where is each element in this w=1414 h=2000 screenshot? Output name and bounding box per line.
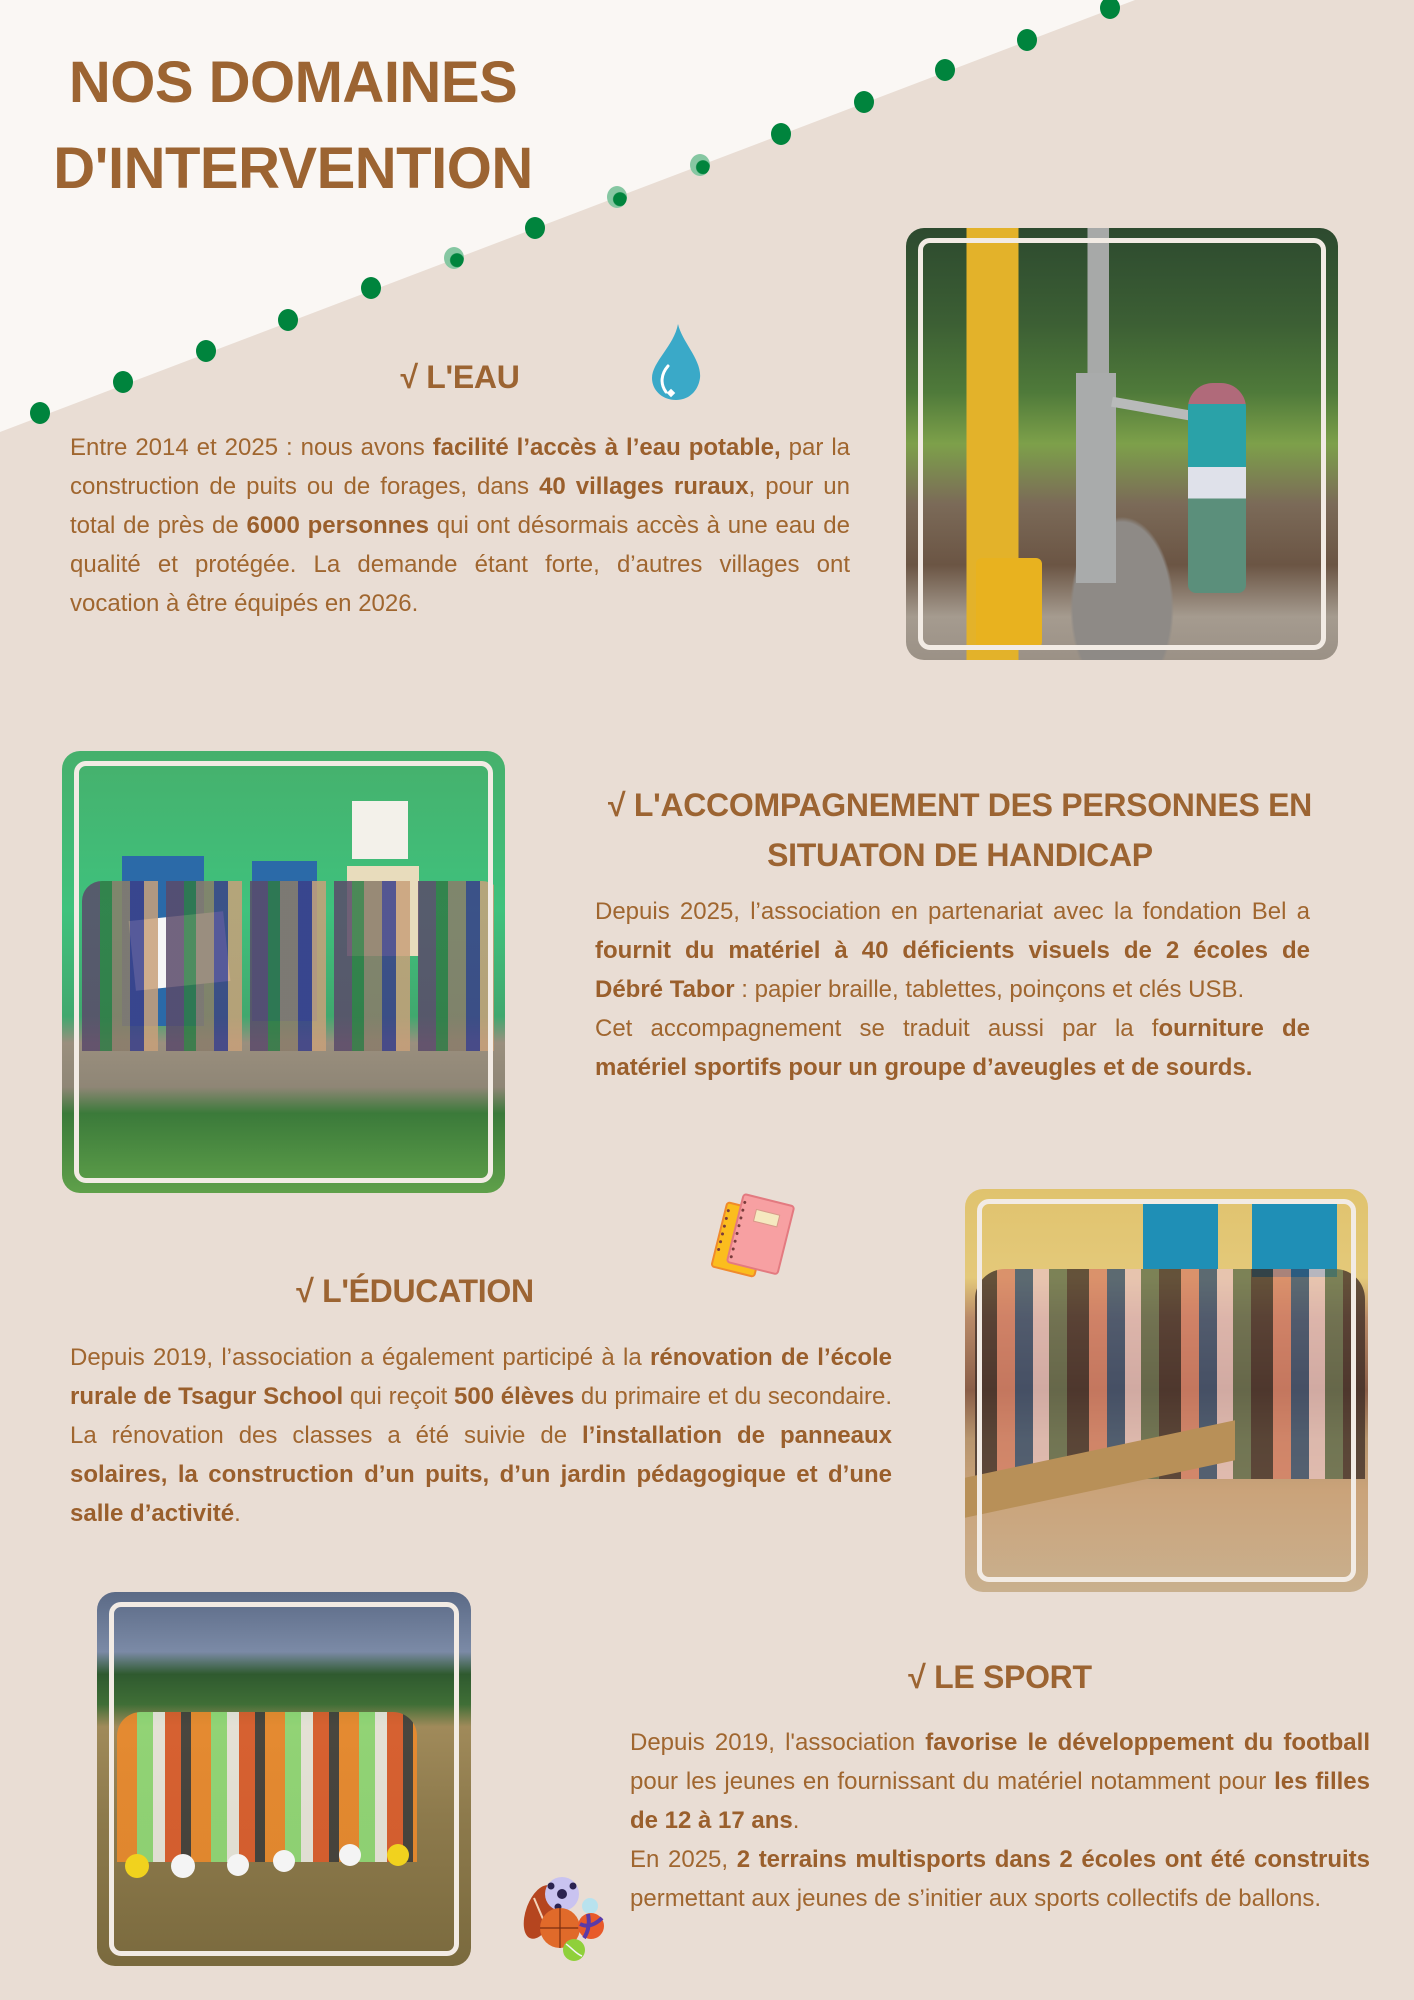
bold-text: les filles de 12 à 17 ans xyxy=(630,1768,1370,1834)
text-run: Cet accompagnement se traduit aussi par la f xyxy=(595,1015,1159,1042)
page-title-line2: D'INTERVENTION xyxy=(53,136,533,201)
photo-frame xyxy=(918,238,1326,650)
section-heading-disability xyxy=(560,780,1360,880)
green-dot xyxy=(30,402,50,424)
text-run: , pour un total de près de xyxy=(70,473,850,539)
green-dot xyxy=(444,247,464,269)
photo-water-pump xyxy=(906,228,1338,660)
sports-balls-icon xyxy=(518,1868,614,1964)
page-title xyxy=(0,40,586,212)
bold-text: 6000 personnes xyxy=(246,512,430,539)
photo-visually-impaired-students xyxy=(62,751,505,1193)
text-run: En 2025, xyxy=(630,1846,737,1873)
text-run: pour les jeunes en fournissant du matériel notamment pour xyxy=(630,1768,1275,1795)
green-dot xyxy=(771,123,791,145)
text-run: Depuis 2025, l’association en partenariat avec la fondation Bel a xyxy=(595,898,1310,925)
photo-football-girls xyxy=(97,1592,471,1966)
bold-text: 500 élèves xyxy=(454,1383,575,1410)
text-run: Entre 2014 et 2025 : nous avons xyxy=(70,434,433,461)
text-run: permettant aux jeunes de s’initier aux sports collectifs de ballons. xyxy=(630,1885,1322,1912)
green-dot xyxy=(113,371,133,393)
text-run: qui reçoit xyxy=(343,1383,455,1410)
green-dot xyxy=(607,186,627,208)
section-heading-sport: √ LE SPORT xyxy=(908,1659,1092,1695)
bold-text: rénovation de l’école rurale de Tsagur School xyxy=(70,1344,892,1410)
bold-text: 2 terrains multisports dans 2 écoles ont été construits xyxy=(736,1846,1370,1873)
section-body-education xyxy=(70,1338,892,1533)
green-dot xyxy=(361,277,381,299)
green-dot xyxy=(1017,29,1037,51)
green-dot xyxy=(1100,0,1120,19)
green-dot xyxy=(525,217,545,239)
section-heading-water: √ L'EAU xyxy=(400,359,520,395)
notebook-icon xyxy=(705,1190,805,1290)
section-body-water xyxy=(70,428,850,623)
section-body-sport xyxy=(630,1723,1370,1918)
heading-line1: √ L'ACCOMPAGNEMENT DES PERSONNES EN xyxy=(608,787,1312,823)
text-run: du primaire et du secondaire. La rénovation des classes a été suivie de xyxy=(70,1383,892,1449)
bold-text: favorise le développement du football xyxy=(925,1729,1370,1756)
text-run: qui ont désormais accès à une eau de qualité et protégée. La demande étant forte, d’autres villages ont vocation à être équipés en 2026. xyxy=(70,512,851,617)
text-run: Depuis 2019, l'association xyxy=(630,1729,926,1756)
green-dot xyxy=(935,59,955,81)
photo-frame xyxy=(977,1199,1356,1582)
photo-classroom xyxy=(965,1189,1368,1592)
text-run: . xyxy=(792,1807,800,1834)
text-run: : papier braille, tablettes, poinçons et clés USB. xyxy=(734,976,1245,1003)
bold-text: ourniture de matériel sportifs pour un groupe d’aveugles et de sourds. xyxy=(595,1015,1310,1081)
bold-text: facilité l’accès à l’eau potable, xyxy=(432,434,781,461)
green-dot xyxy=(196,340,216,362)
green-dot xyxy=(278,309,298,331)
green-dot xyxy=(854,91,874,113)
heading-line2: SITUATON DE HANDICAP xyxy=(767,837,1153,873)
water-drop-icon xyxy=(648,322,704,402)
bold-text: 40 villages ruraux xyxy=(539,473,749,500)
text-run: par la construction de puits ou de forages, dans xyxy=(70,434,851,500)
green-dot xyxy=(690,154,710,176)
text-run: . xyxy=(234,1500,241,1527)
section-body-disability xyxy=(595,892,1310,1087)
section-heading-education: √ L'ÉDUCATION xyxy=(296,1273,534,1309)
text-run: Depuis 2019, l’association a également participé à la xyxy=(70,1344,651,1371)
bold-text: l’installation de panneaux solaires, la construction d’un puits, d’un jardin pédagogique et d’une salle d’activité xyxy=(70,1422,893,1527)
photo-frame xyxy=(74,761,493,1183)
bold-text: fournit du matériel à 40 déficients visuels de 2 écoles de Débré Tabor xyxy=(595,937,1310,1003)
page-title-line1: NOS DOMAINES xyxy=(68,50,518,115)
photo-frame xyxy=(109,1602,459,1956)
